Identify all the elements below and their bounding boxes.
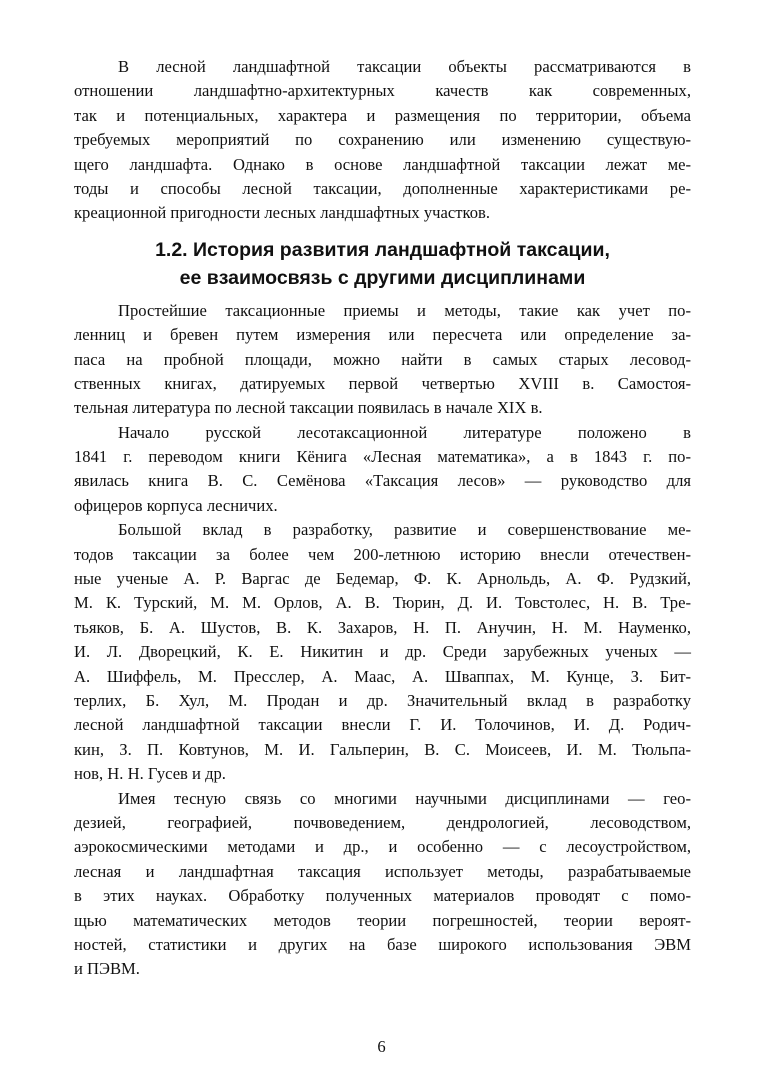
section-heading [74,236,691,292]
paragraph-line: тьяков, Б. А. Шустов, В. К. Захаров, Н. П. Анучин, Н. М. Науменко, [74,617,691,637]
paragraph-line: А. Шиффель, М. Пресслер, А. Маас, А. Шваппах, М. Кунце, З. Бит- [74,666,691,686]
paragraph-line: Начало русской лесотаксационной литературе положено в [118,422,691,442]
paragraph-line: тоды и способы лесной таксации, дополненные характеристиками ре- [74,178,691,198]
paragraph-line: тельная литература по лесной таксации появилась в начале XIX в. [74,398,543,418]
page-number: 6 [377,1037,386,1056]
paragraph-line: аэрокосмическими методами и др., и особенно — с лесоустройством, [74,837,691,857]
paragraph-literature [74,421,691,519]
page-body [74,55,691,982]
paragraph-line: Большой вклад в разработку, развитие и совершенствование ме- [118,520,691,540]
paragraph-line: кин, З. П. Ковтунов, М. И. Гальперин, В. С. Моисеев, И. М. Тюльпа- [74,739,691,759]
paragraph-line: и ПЭВМ. [74,959,140,979]
section-heading-line-2: ее взаимосвязь с другими дисциплинами [179,266,586,289]
paragraph-line: креационной пригодности лесных ландшафтных участков. [74,203,490,223]
paragraph-line: ностей, статистики и других на базе широкого использования ЭВМ [74,934,691,954]
paragraph-line: 1841 г. переводом книги Кёнига «Лесная математика», а в 1843 г. по- [74,447,691,467]
paragraph-history [74,299,691,421]
paragraph-disciplines [74,787,691,982]
paragraph-line: паса на пробной площади, можно найти в самых старых лесовод- [74,349,691,369]
paragraph-line: Имея тесную связь со многими научными дисциплинами — гео- [118,788,691,808]
paragraph-line: ственных книгах, датируемых первой четвертью XVIII в. Самостоя- [74,373,691,393]
paragraph-line: щью математических методов теории погрешностей, теории вероят- [74,910,691,930]
paragraph-intro [74,55,691,226]
paragraph-line: М. К. Турский, М. М. Орлов, А. В. Тюрин, Д. И. Товстолес, Н. В. Тре- [74,593,691,613]
section-heading-line-1: 1.2. История развития ландшафтной таксации, [155,238,610,261]
paragraph-scientists [74,518,691,786]
paragraph-line: дезией, географией, почвоведением, дендрологией, лесоводством, [74,812,691,832]
paragraph-line: офицеров корпуса лесничих. [74,495,278,515]
paragraph-line: лесная и ландшафтная таксация использует методы, разрабатываемые [74,861,691,881]
paragraph-line: терлих, Б. Хул, М. Продан и др. Значительный вклад в разработку [74,690,691,710]
paragraph-line: ные ученые А. Р. Варгас де Бедемар, Ф. К. Арнольдь, А. Ф. Рудзкий, [74,569,691,589]
paragraph-line: в этих науках. Обработку полученных материалов проводят с помо- [74,886,691,906]
paragraph-line: нов, Н. Н. Гусев и др. [74,764,226,784]
paragraph-line: отношении ландшафтно-архитектурных качеств как современных, [74,81,691,101]
paragraph-line: щего ландшафта. Однако в основе ландшафтной таксации лежат ме- [74,154,691,174]
paragraph-line: тодов таксации за более чем 200-летнюю историю внесли отечествен- [74,544,691,564]
paragraph-line: В лесной ландшафтной таксации объекты рассматриваются в [118,57,691,76]
paragraph-line: И. Л. Дворецкий, К. Е. Никитин и др. Среди зарубежных ученых — [74,642,691,662]
paragraph-line: требуемых мероприятий по сохранению или изменению существую- [74,130,691,150]
paragraph-line: лесной ландшафтной таксации внесли Г. И. Толочинов, И. Д. Родич- [74,715,691,735]
paragraph-line: явилась книга В. С. Семёнова «Таксация лесов» — руководство для [74,471,691,491]
paragraph-line: так и потенциальных, характера и размещения по территории, объема [74,105,691,125]
paragraph-line: ленниц и бревен путем измерения или пересчета или определение за- [74,325,691,345]
paragraph-line: Простейшие таксационные приемы и методы, такие как учет по- [118,300,691,320]
